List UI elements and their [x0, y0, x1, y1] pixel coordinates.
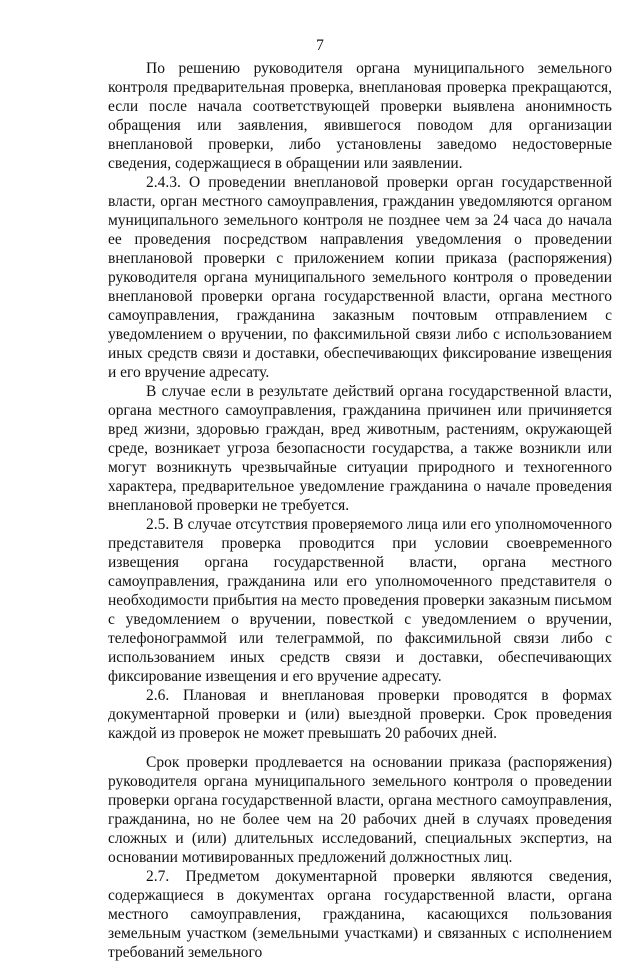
paragraph-termination-of-inspection: По решению руководителя органа муниципального земельного контроля предварительная проверка, внеплановая проверка прекращаются, если после начала соответствующей проверки выявлена анонимность обращения или заявления, явившегося поводом для организации внеплановой проверки, либо установлены заведомо недостоверные сведения, содержащиеся в обращении или заявлении. [108, 60, 612, 172]
paragraph-2-6: 2.6. Плановая и внеплановая проверки проводятся в формах документарной проверки и (или) выездной проверки. Срок проведения каждой из проверок не может превышать 20 рабочих дней. [108, 687, 612, 742]
paragraph-2-5: 2.5. В случае отсутствия проверяемого лица или его уполномоченного представителя проверка проводится при условии своевременного извещения органа государственной власти, органа местного самоуправления, гражданина или его уполномоченного представителя о необходимости прибытия на место проведения проверки заказным письмом с уведомлением о вручении, повесткой с уведомлением о вручении, телефонограммой или телеграммой, по факсимильной связи либо с использованием иных средств связи и доставки, обеспечивающих фиксирование извещения и его вручение адресату. [108, 516, 612, 685]
paragraph-inspection-extension: Срок проверки продлевается на основании приказа (распоряжения) руководителя органа муниципального земельного контроля о проведении проверки органа государственной власти, органа местного самоуправления, гражданина, но не более чем на 20 рабочих дней в случаях проведения сложных и (или) длительных исследований, специальных экспертиз, на основании мотивированных предложений должностных лиц. [108, 754, 612, 866]
page-number: 7 [316, 37, 324, 54]
document-body [108, 59, 612, 962]
paragraph-no-prior-notice: В случае если в результате действий органа государственной власти, органа местного самоуправления, гражданина причинен или причиняется вред жизни, здоровью граждан, вред животным, растениям, окружающей среде, возникает угроза безопасности государства, а также возникли или могут возникнуть чрезвычайные ситуации природного и техногенного характера, предварительное уведомление гражданина о начале проведения внеплановой проверки не требуется. [108, 383, 612, 514]
paragraph-2-4-3: 2.4.3. О проведении внеплановой проверки орган государственной власти, орган местного самоуправления, гражданин уведомляются органом муниципального земельного контроля не позднее чем за 24 часа до начала ее проведения посредством направления уведомления о проведении внеплановой проверки с приложением копии приказа (распоряжения) руководителя органа муниципального земельного контроля о проведении внеплановой проверки органа государственной власти, органа местного самоуправления, гражданина заказным почтовым отправлением с уведомлением о вручении, по факсимильной связи либо с использованием иных средств связи и доставки, обеспечивающих фиксирование извещения и его вручение адресату. [108, 174, 612, 381]
paragraph-2-7: 2.7. Предметом документарной проверки являются сведения, содержащиеся в документах органа государственной власти, органа местного самоуправления, гражданина, касающихся пользования земельным участком (земельными участками) и связанных с исполнением требований земельного [108, 868, 612, 961]
